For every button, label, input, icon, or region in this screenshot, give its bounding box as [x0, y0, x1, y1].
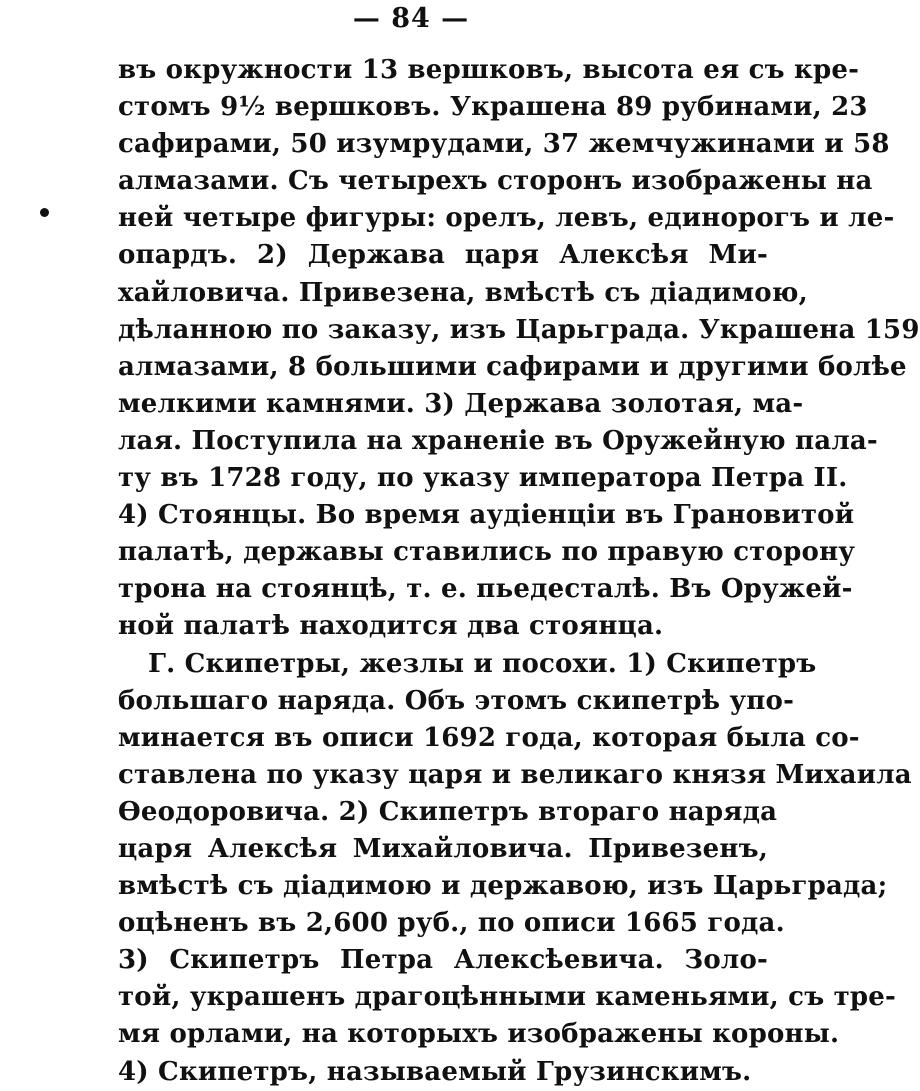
text-line: 4) Стоянцы. Во время аудіенціи въ Грановитой: [118, 500, 855, 531]
text-line: въ окружности 13 вершковъ, высота ея съ кре-: [118, 55, 860, 85]
text-line: 3) Скипетръ Петра Алексѣевича. Золо-: [118, 945, 768, 976]
text-line: алмазами, 8 большими сафирами и другими болѣе: [118, 351, 907, 382]
text-line: Г. Скипетры, жезлы и посохи. 1) Скипетръ: [148, 648, 817, 679]
text-line: оцѣненъ въ 2,600 руб., по описи 1665 года.: [118, 908, 785, 939]
text-line: большаго наряда. Объ этомъ скипетрѣ упо-: [118, 685, 795, 716]
text-line: царя Алексѣя Михайловича. Привезенъ,: [118, 833, 768, 864]
margin-ink-dot: [40, 208, 49, 217]
text-line: хайловича. Привезена, вмѣстѣ съ діадимою,: [118, 277, 808, 308]
text-line: мя орлами, на которыхъ изображены короны.: [118, 1019, 840, 1050]
text-line: ной палатѣ находится два стоянца.: [118, 611, 664, 642]
text-line: той, украшенъ драгоцѣнными каменьями, съ тре-: [118, 982, 897, 1013]
text-line: трона на стоянцѣ, т. е. пьедесталѣ. Въ Оружей-: [118, 574, 853, 605]
text-line: минается въ описи 1692 года, которая была со-: [118, 722, 860, 753]
text-line: сафирами, 50 изумрудами, 37 жемчужинами и 58: [118, 129, 890, 160]
text-line: ставлена по указу царя и великаго князя Михаила: [118, 759, 912, 790]
text-line: опардъ. 2) Держава царя Алексѣя Ми-: [118, 240, 768, 271]
text-line: ту въ 1728 году, по указу императора Петра II.: [118, 463, 848, 494]
text-line: стомъ 9½ вершковъ. Украшена 89 рубинами, 23: [118, 92, 868, 123]
text-line: 4) Скипетръ, называемый Грузинскимъ.: [118, 1056, 752, 1087]
text-line: палатѣ, державы ставились по правую сторону: [118, 537, 856, 568]
text-line: мелкими камнями. 3) Держава золотая, ма-: [118, 388, 804, 419]
text-line: вмѣстѣ съ діадимою и державою, изъ Царьграда;: [118, 871, 888, 902]
page-number: — 84 —: [352, 3, 470, 34]
text-line: дѣланною по заказу, изъ Царьграда. Украшена 159: [118, 314, 920, 345]
text-line: Ѳеодоровича. 2) Скипетръ втораго наряда: [118, 796, 778, 827]
text-line: алмазами. Съ четырехъ сторонъ изображены на: [118, 166, 873, 197]
text-line: ней четыре фигуры: орелъ, левъ, единорогъ и ле-: [118, 203, 895, 234]
text-line: лая. Поступила на храненіе въ Оружейную пала-: [118, 425, 878, 456]
body-text: [118, 52, 920, 1091]
